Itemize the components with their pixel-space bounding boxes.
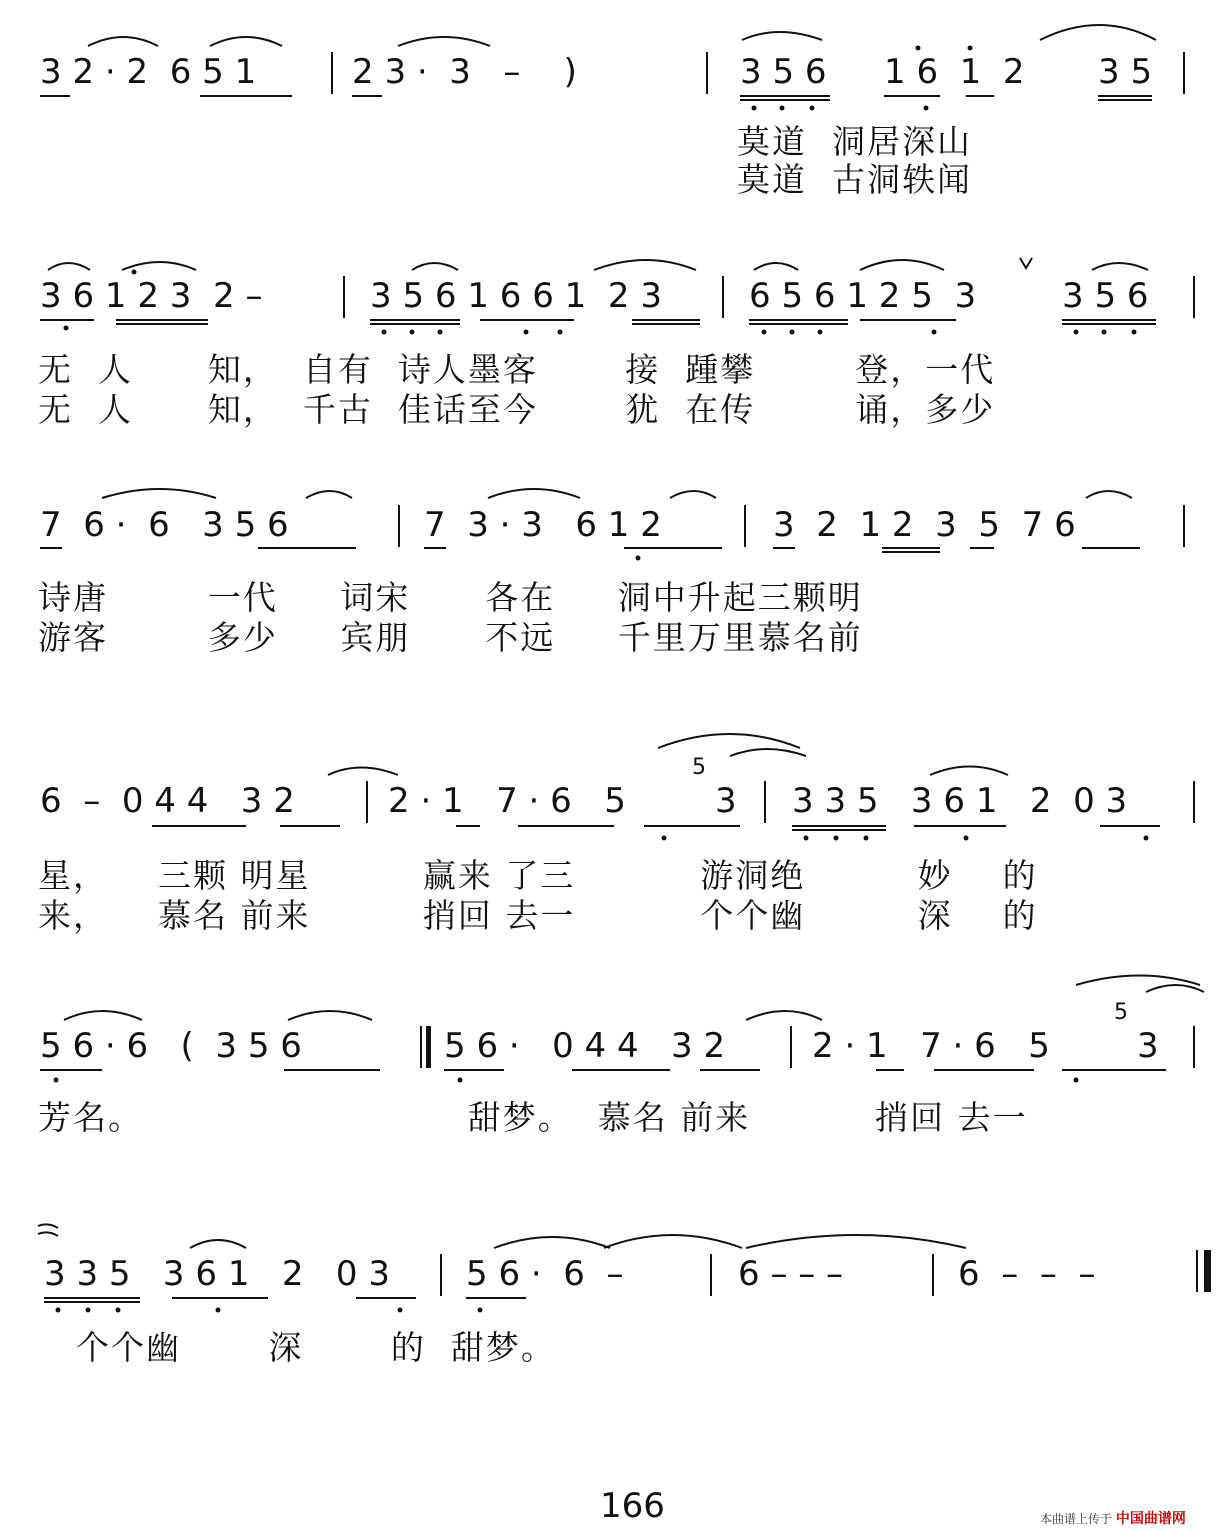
lyric-line-verse-1: 星， 三颗 明星 赢来 了三 游洞绝 妙 的	[38, 856, 1038, 895]
final-barline-thick	[1204, 1250, 1211, 1292]
measure-notes: 6 – 0 4 4 3 2	[40, 781, 295, 821]
watermark	[1040, 1508, 1186, 1528]
measure-notes: 3	[1137, 1026, 1159, 1066]
barline	[710, 1254, 712, 1296]
lyric-line-verse-2: 无 人 知， 千古 佳话至今 犹 在传 诵，多少	[38, 390, 996, 429]
measure-notes: 6 – – –	[958, 1254, 1096, 1294]
barline	[706, 52, 708, 94]
measure-notes: 3 5	[1098, 52, 1153, 92]
grace-note: 5	[692, 755, 706, 780]
barline	[1193, 781, 1195, 823]
lyric-line-verse-1: 诗唐 一代 词宋 各在 洞中升起三颗明	[38, 578, 863, 617]
lyric-line-verse-1: 无 人 知， 自有 诗人墨客 接 踵攀 登，一代	[38, 350, 996, 389]
measure-notes: 6 – – –	[738, 1254, 844, 1294]
measure-notes: 3 3 5 3 6 1 2 0 3	[44, 1254, 390, 1294]
barline	[1183, 52, 1185, 94]
measure-notes: 3 2 1 2 3 5 7 6	[773, 505, 1076, 545]
measure-notes: 5 6 · 6 –	[466, 1254, 624, 1294]
page-number: 166	[600, 1486, 665, 1526]
repeat-end-barline	[420, 1026, 422, 1068]
measure-notes: 3 6 1 2 3 2 –	[40, 276, 263, 316]
repeat-end-barline-thick	[426, 1026, 431, 1068]
barline	[1193, 1026, 1195, 1068]
lyric-line-verse-2: 莫道 古洞轶闻	[737, 160, 972, 199]
barline	[366, 781, 368, 823]
measure-notes: 2 · 1 7 · 6 5	[388, 781, 626, 821]
watermark-logo: 中国曲谱网	[1115, 1511, 1186, 1527]
barline	[331, 52, 333, 94]
lyric-line-verse-2: 来， 慕名 前来 捎回 去一 个个幽 深 的	[38, 896, 1038, 935]
measure-notes: 3 5 6 1 6 6 1 2 3	[370, 276, 662, 316]
lyric-line-verse-2: 游客 多少 宾朋 不远 千里万里慕名前	[38, 618, 863, 657]
measure-notes: 2 3 · 3 – )	[352, 52, 577, 92]
measure-notes: 3 5 6	[740, 52, 827, 92]
measure-notes: 7 3 · 3 6 1 2	[424, 505, 662, 545]
final-barline-thin	[1196, 1250, 1198, 1292]
measure-notes: 3 3 5 3 6 1 2 0 3	[792, 781, 1128, 821]
barline	[744, 505, 746, 547]
barline	[932, 1254, 934, 1296]
barline	[764, 781, 766, 823]
grace-note: 5	[1114, 1000, 1128, 1025]
lyric-line-verse-1: 莫道 洞居深山	[737, 122, 972, 161]
measure-notes: 5 6 · 6 ( 3 5 6	[40, 1026, 302, 1066]
measure-notes: 5 6 · 0 4 4 3 2	[444, 1026, 726, 1066]
watermark-text: 本曲谱上传于	[1040, 1512, 1113, 1526]
barline	[1183, 505, 1185, 547]
barline	[440, 1254, 442, 1296]
measure-notes: 1 6 1 2	[884, 52, 1025, 92]
barline	[343, 276, 345, 318]
barline	[722, 276, 724, 318]
measure-notes: 3 5 6	[1062, 276, 1149, 316]
measure-notes: 7 6 · 6 3 5 6	[40, 505, 289, 545]
lyric-line: 个个幽 深 的 甜梦。	[76, 1328, 556, 1367]
barline	[398, 505, 400, 547]
measure-notes: 2 · 1 7 · 6 5	[812, 1026, 1050, 1066]
measure-notes: 3	[715, 781, 737, 821]
measure-notes: 6 5 6 1 2 5 3	[749, 276, 977, 316]
measure-notes: 3 2 · 2 6 5 1	[40, 52, 257, 92]
barline	[1193, 276, 1195, 318]
barline	[790, 1026, 792, 1068]
lyric-line: 芳名。 甜梦。 慕名 前来 捎回 去一	[38, 1098, 1028, 1137]
